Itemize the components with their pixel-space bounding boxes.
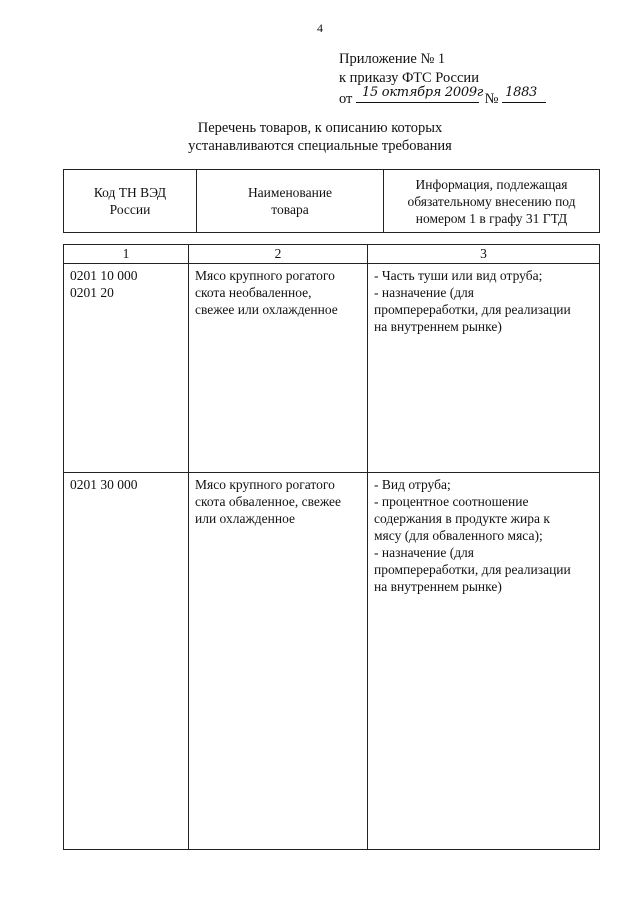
info-line: мясу (для обваленного мяса); xyxy=(374,528,543,543)
header-table xyxy=(63,169,600,233)
number-field xyxy=(502,85,546,103)
column-number: 3 xyxy=(368,245,600,264)
appendix-date-line xyxy=(339,85,546,109)
info-line: - назначение (для xyxy=(374,285,475,300)
table-row xyxy=(64,473,600,850)
info-line: - Часть туши или вид отруба; xyxy=(374,268,543,283)
header-info xyxy=(384,170,600,233)
name-cell xyxy=(189,264,368,473)
name-line: Мясо крупного рогатого xyxy=(195,477,335,492)
column-number: 1 xyxy=(64,245,189,264)
header-info-line: номером 1 в графу 31 ГТД xyxy=(415,210,568,226)
appendix-line1: Приложение № 1 xyxy=(339,51,446,67)
name-line: Мясо крупного рогатого xyxy=(195,268,335,283)
code-line: 0201 10 000 xyxy=(70,268,138,283)
header-code-line: России xyxy=(109,202,151,217)
header-name xyxy=(197,170,384,233)
code-line: 0201 20 xyxy=(70,285,114,300)
info-line: - Вид отруба; xyxy=(374,477,451,492)
column-number: 2 xyxy=(189,245,368,264)
code-cell xyxy=(64,473,189,850)
name-line: свежее или охлажденное xyxy=(195,302,338,317)
info-line: на внутреннем рынке) xyxy=(374,579,502,594)
code-cell xyxy=(64,264,189,473)
code-line: 0201 30 000 xyxy=(70,477,138,492)
handwritten-number: 1883 xyxy=(505,85,538,100)
title-line1: Перечень товаров, к описанию которых xyxy=(197,120,443,136)
document-title xyxy=(0,119,640,155)
info-line: промпереработки, для реализации xyxy=(374,302,571,317)
header-code xyxy=(64,170,197,233)
name-line: или охлажденное xyxy=(195,511,295,526)
column-number-row xyxy=(64,245,600,264)
header-info-line: Информация, подлежащая xyxy=(415,176,568,192)
number-label: № xyxy=(484,91,499,107)
info-line: содержания в продукте жира к xyxy=(374,511,550,526)
info-line: на внутреннем рынке) xyxy=(374,319,502,334)
header-code-line: Код ТН ВЭД xyxy=(93,185,167,200)
info-line: промпереработки, для реализации xyxy=(374,562,571,577)
page-number: 4 xyxy=(317,21,323,35)
title-line2: устанавливаются специальные требования xyxy=(188,138,452,154)
name-line: скота обваленное, свежее xyxy=(195,494,342,509)
header-info-line: обязательному внесению под xyxy=(407,193,576,209)
name-cell xyxy=(189,473,368,850)
table-row xyxy=(64,264,600,473)
handwritten-date: 15 октября 2009г xyxy=(362,85,484,100)
info-line: - процентное соотношение xyxy=(374,494,529,509)
goods-table xyxy=(63,244,600,850)
appendix-line2: к приказу ФТС России xyxy=(339,70,479,86)
header-name-line: товара xyxy=(271,202,309,217)
header-name-line: Наименование xyxy=(247,185,333,200)
appendix-block xyxy=(339,50,546,109)
from-label: от xyxy=(339,91,353,107)
info-cell xyxy=(368,473,600,850)
info-line: - назначение (для xyxy=(374,545,475,560)
date-field xyxy=(356,85,484,103)
info-cell xyxy=(368,264,600,473)
name-line: скота необваленное, xyxy=(195,285,312,300)
